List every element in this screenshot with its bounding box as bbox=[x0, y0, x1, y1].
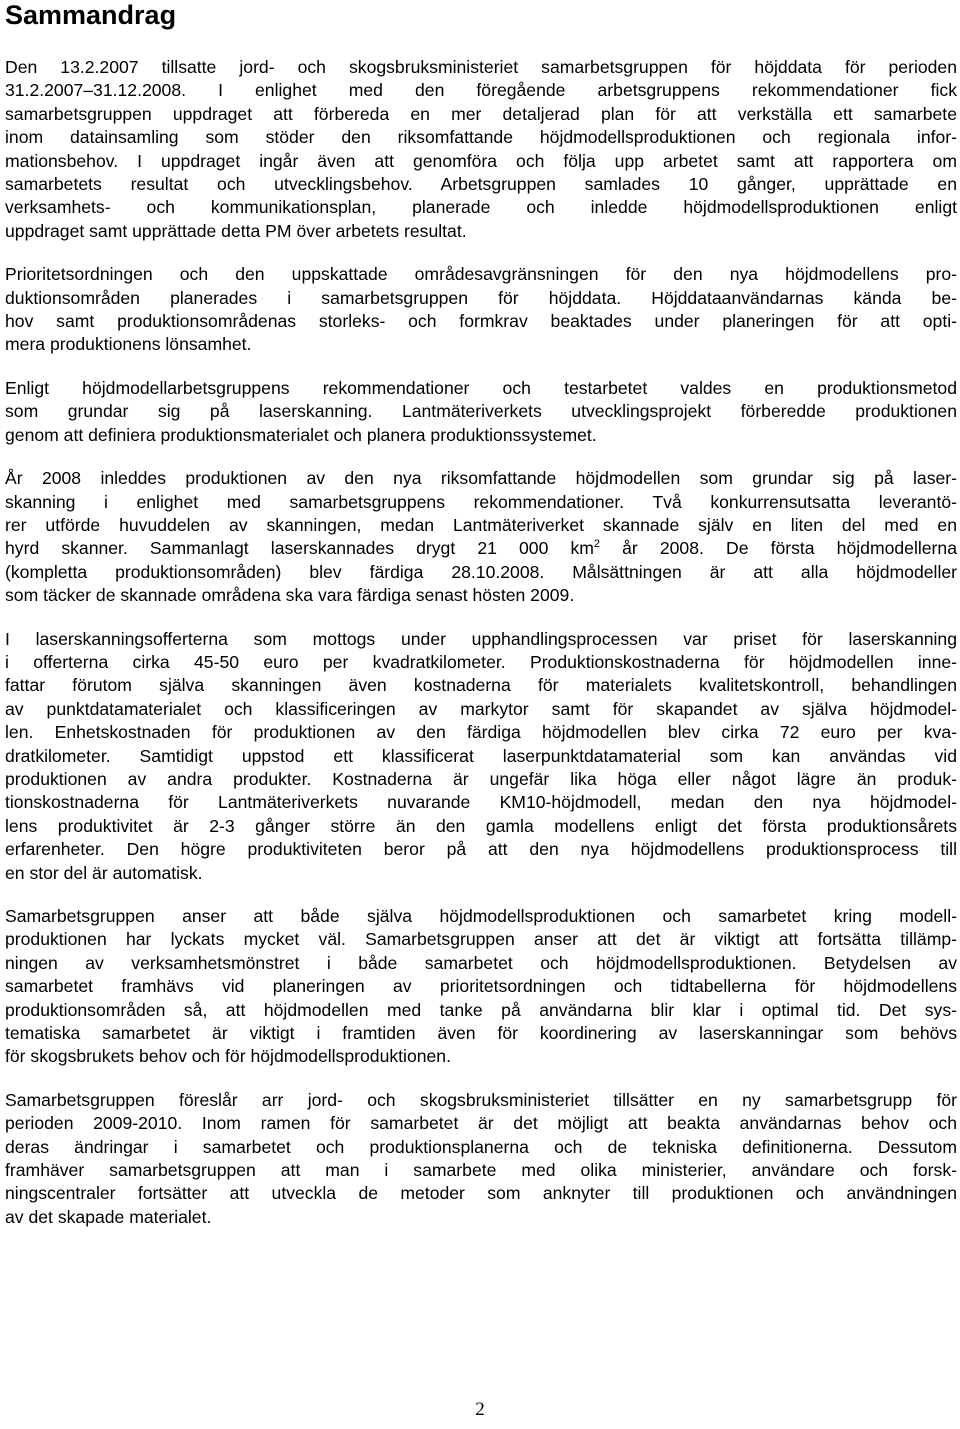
text-line: samarbetet framhävs vid planeringen av prioritetsordningen och tidtabellerna för höjdmodellens bbox=[5, 976, 957, 997]
paragraph bbox=[5, 1089, 957, 1229]
text-line: för skogsbrukets behov och för höjdmodellsproduktionen. bbox=[5, 1046, 451, 1067]
text-line: verksamhets- och kommunikationsplan, planerade och inledde höjdmodellsproduktionen enligt bbox=[5, 197, 957, 218]
text-line: framhäver samarbetsgruppen att man i samarbete med olika ministerier, användare och forsk- bbox=[5, 1160, 957, 1181]
text-line: mationsbehov. I uppdraget ingår även att genomföra och följa upp arbetet samt att rapportera om bbox=[5, 150, 957, 171]
paragraph bbox=[5, 377, 957, 447]
text-line: tionskostnaderna för Lantmäteriverkets nuvarande KM10-höjdmodell, medan den nya höjdmodel- bbox=[5, 792, 957, 813]
text-line: År 2008 inleddes produktionen av den nya riksomfattande höjdmodellen som grundar sig på laser- bbox=[5, 468, 957, 489]
text-line: Enligt höjdmodellarbetsgruppens rekommendationer och testarbetet valdes en produktionsmetod bbox=[5, 377, 957, 398]
text-line: lens produktivitet är 2-3 gånger större än den gamla modellens enligt det första produktionsårets bbox=[5, 815, 957, 836]
text-line: tematiska samarbetet är viktigt i framtiden även för koordinering av laserskanningar som behövs bbox=[5, 1023, 957, 1044]
text-segment: år 2008. De första höjdmodellerna bbox=[600, 538, 957, 559]
text-line: deras ändringar i samarbetet och produktionsplanerna och de tekniska definitionerna. Dessutom bbox=[5, 1136, 957, 1157]
text-line: rer utförde huvuddelen av skanningen, medan Lantmäteriverket skannade själv en liten del med en bbox=[5, 514, 957, 535]
text-line: hov samt produktionsområdenas storleks- och formkrav beaktades under planeringen för att opti- bbox=[5, 311, 957, 332]
text-line: erfarenheter. Den högre produktiviteten beror på att den nya höjdmodellens produktionsprocess till bbox=[5, 839, 957, 860]
text-line: en stor del är automatisk. bbox=[5, 862, 203, 883]
text-line: produktionen har lyckats mycket väl. Samarbetsgruppen anser att det är viktigt att fortsätta tillämp- bbox=[5, 929, 957, 950]
page-number: 2 bbox=[475, 1399, 485, 1420]
text-line: len. Enhetskostnaden för produktionen av den färdiga höjdmodellen blev cirka 72 euro per kva- bbox=[5, 722, 957, 743]
paragraph bbox=[5, 467, 957, 607]
body-text bbox=[5, 56, 957, 1249]
text-line: inom datainsamling som stöder den riksomfattande höjdmodellsproduktionen och regionala infor- bbox=[5, 127, 957, 148]
paragraph bbox=[5, 628, 957, 885]
paragraph bbox=[5, 56, 957, 243]
text-line: (kompletta produktionsområden) blev färdiga 28.10.2008. Målsättningen är att alla höjdmodeller bbox=[5, 561, 957, 582]
text-line: produktionsområden så, att höjdmodellen med tanke på användarna blir klar i optimal tid. Det sys- bbox=[5, 999, 957, 1020]
text-line: I laserskanningsofferterna som mottogs under upphandlingsprocessen var priset för laserskanning bbox=[5, 628, 957, 649]
text-line: uppdraget samt upprättade detta PM över arbetets resultat. bbox=[5, 220, 467, 241]
text-line: genom att definiera produktionsmaterialet och planera produktionssystemet. bbox=[5, 424, 597, 445]
text-line: Prioritetsordningen och den uppskattade områdesavgränsningen för den nya höjdmodellens pro- bbox=[5, 264, 957, 285]
text-line: som grundar sig på laserskanning. Lantmäteriverkets utvecklingsprojekt förberedde produktionen bbox=[5, 401, 957, 422]
text-line: perioden 2009-2010. Inom ramen för samarbetet är det möjligt att beakta användarnas behov och bbox=[5, 1113, 957, 1134]
text-line: skanning i enlighet med samarbetsgruppens rekommendationer. Två konkurrensutsatta leverantö- bbox=[5, 491, 957, 512]
text-line bbox=[5, 537, 957, 560]
text-line: Samarbetsgruppen anser att både själva höjdmodellsproduktionen och samarbetet kring modell- bbox=[5, 906, 957, 926]
text-line: duktionsområden planerades i samarbetsgruppen för höjddata. Höjddataanvändarnas kända be- bbox=[5, 287, 957, 308]
text-line: i offerterna cirka 45-50 euro per kvadratkilometer. Produktionskostnaderna för höjdmodellen inne- bbox=[5, 651, 957, 672]
text-line: av punktdatamaterialet och klassificeringen av markytor samt för skapandet av själva höjdmodel- bbox=[5, 698, 957, 719]
text-line: Samarbetsgruppen föreslår arr jord- och skogsbruksministeriet tillsätter en ny samarbetsgrupp för bbox=[5, 1089, 957, 1110]
text-line: fattar förutom själva skanningen även kostnaderna för materialets kvalitetskontroll, behandlingen bbox=[5, 675, 957, 696]
text-line: ningen av verksamhetsmönstret i både samarbetet och höjdmodellsproduktionen. Betydelsen av bbox=[5, 952, 957, 973]
paragraph bbox=[5, 905, 957, 1069]
text-line: ningscentraler fortsätter att utveckla de metoder som anknyter till produktionen och användningen bbox=[5, 1183, 957, 1204]
text-segment: hyrd skanner. Sammanlagt laserskannades drygt 21 000 km bbox=[5, 538, 594, 559]
text-line: samarbetets resultat och utvecklingsbehov. Arbetsgruppen samlades 10 gånger, upprättade en bbox=[5, 174, 957, 195]
paragraph bbox=[5, 263, 957, 357]
text-line: som täcker de skannade områdena ska vara färdiga senast hösten 2009. bbox=[5, 585, 575, 606]
text-line: 31.2.2007–31.12.2008. I enlighet med den föregående arbetsgruppens rekommendationer fick bbox=[5, 80, 957, 101]
text-line: av det skapade materialet. bbox=[5, 1206, 212, 1227]
text-line: Den 13.2.2007 tillsatte jord- och skogsbruksministeriet samarbetsgruppen för höjddata för perioden bbox=[5, 57, 957, 77]
text-line: mera produktionens lönsamhet. bbox=[5, 334, 252, 355]
text-line: produktionen av andra produkter. Kostnaderna är ungefär lika höga eller något lägre än produk- bbox=[5, 768, 957, 789]
page-title: Sammandrag bbox=[5, 0, 177, 30]
superscript: 2 bbox=[593, 538, 601, 551]
text-line: samarbetsgruppen uppdraget att förbereda en mer detaljerad plan för att verkställa ett samarbete bbox=[5, 103, 957, 124]
text-line: dratkilometer. Samtidigt uppstod ett klassificerat laserpunktdatamaterial som kan användas vid bbox=[5, 745, 957, 766]
